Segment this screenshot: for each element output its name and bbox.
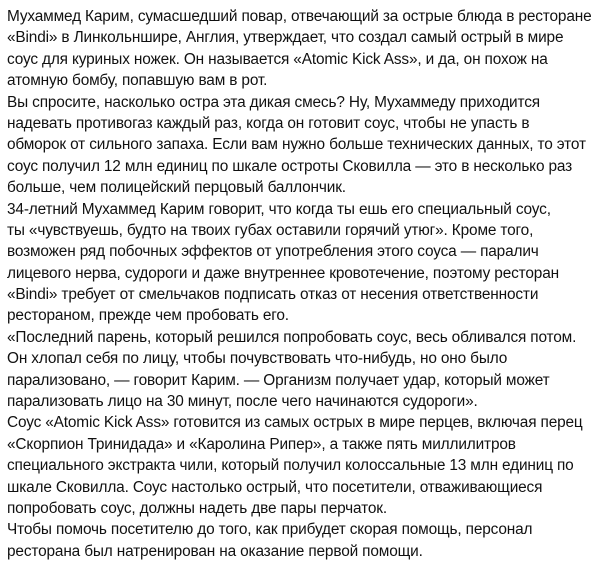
text-line: шкале Сковилла. Соус настолько острый, что посетители, отваживающиеся xyxy=(7,478,543,496)
paragraph-gas-mask xyxy=(7,92,596,199)
text-line: парализовано, — говорит Карим. — Организм получает удар, который может xyxy=(7,371,550,389)
text-line: «Скорпион Тринидада» и «Каролина Рипер», а также пять миллилитров xyxy=(7,435,516,453)
text-line: Соус «Atomic Kick Ass» готовится из самых острых в мире перцев, включая перец xyxy=(7,414,583,432)
paragraph-intro xyxy=(7,6,596,92)
text-line: «Bindi» требует от смельчаков подписать отказ от несения ответственности xyxy=(7,286,539,304)
text-line: Чтобы помочь посетителю до того, как прибудет скорая помощь, персонал xyxy=(7,521,533,539)
text-line: специального экстракта чили, который получил колоссальные 13 млн единиц по xyxy=(7,457,574,475)
paragraph-ingredients xyxy=(7,412,596,519)
text-line: «Bindi» в Линкольншире, Англия, утверждает, что создал самый острый в мире xyxy=(7,29,564,47)
text-line: парализовать лицо на 30 минут, после чего начинаются судороги». xyxy=(7,393,478,411)
text-line: лицевого нерва, судороги и даже внутреннее кровотечение, поэтому ресторан xyxy=(7,264,559,282)
text-line: попробовать соус, должны надеть две пары перчаток. xyxy=(7,499,387,517)
paragraph-side-effects xyxy=(7,199,596,327)
text-line: соус получил 12 млн единиц по шкале остроты Сковилла — это в несколько раз xyxy=(7,157,573,175)
text-line: Он хлопал себя по лицу, чтобы почувствовать что-нибудь, но оно было xyxy=(7,350,508,368)
text-line: соус для куриных ножек. Он называется «Atomic Kick Ass», и да, он похож на xyxy=(7,50,548,68)
paragraph-quote xyxy=(7,327,596,413)
paragraph-first-aid xyxy=(7,519,596,562)
text-line: «Последний парень, который решился попробовать соус, весь обливался потом. xyxy=(7,328,577,346)
text-line: ресторана был натренирован на оказание первой помощи. xyxy=(7,542,423,560)
text-line: 34-летний Мухаммед Карим говорит, что когда ты ешь его специальный соус, xyxy=(7,200,551,218)
text-line: ты «чувствуешь, будто на твоих губах оставили горячий утюг». Кроме того, xyxy=(7,221,534,239)
text-line: возможен ряд побочных эффектов от употребления этого соуса — паралич xyxy=(7,243,539,261)
text-line: обморок от сильного запаха. Если вам нужно больше технических данных, то этот xyxy=(7,136,586,154)
text-line: атомную бомбу, попавшую вам в рот. xyxy=(7,72,268,90)
text-line: Вы спросите, насколько остра эта дикая смесь? Ну, Мухаммеду приходится xyxy=(7,93,540,111)
text-line: больше, чем полицейский перцовый баллончик. xyxy=(7,179,346,197)
text-line: рестораном, прежде чем пробовать его. xyxy=(7,307,289,325)
text-line: Мухаммед Карим, сумасшедший повар, отвечающий за острые блюда в ресторане xyxy=(7,8,592,25)
text-line: надевать противогаз каждый раз, когда он готовит соус, чтобы не упасть в xyxy=(7,114,530,132)
